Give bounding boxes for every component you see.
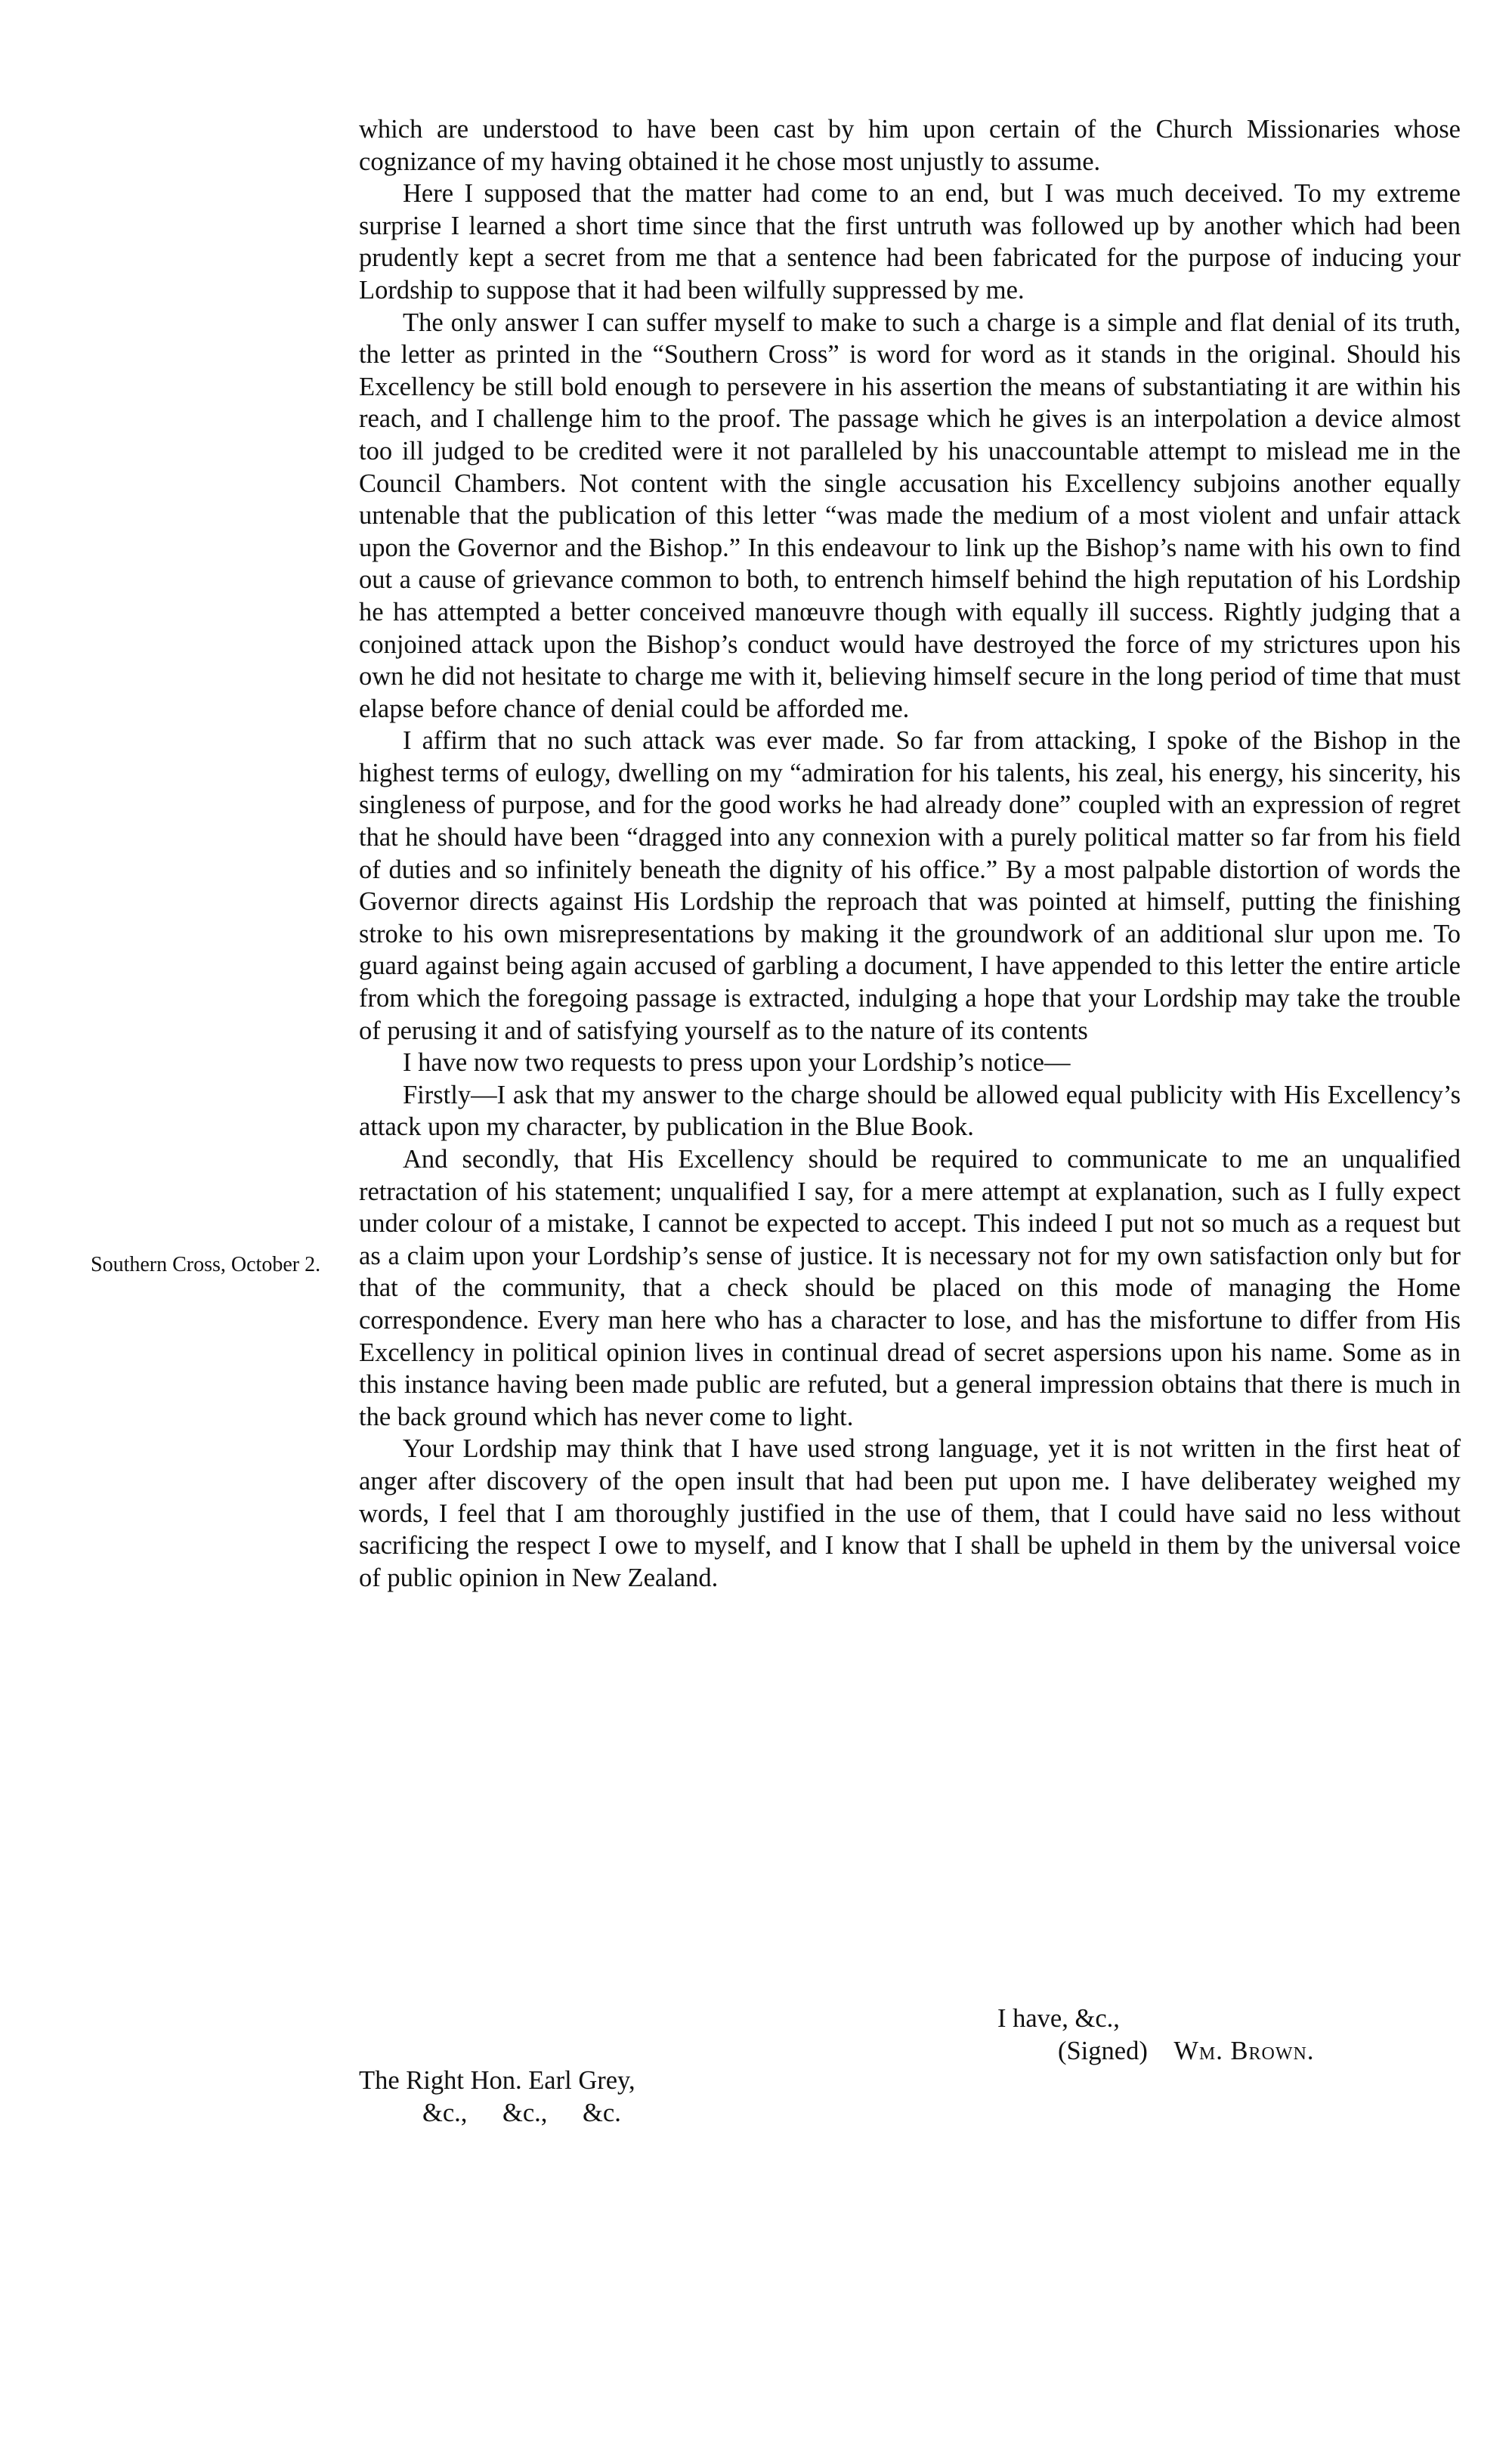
paragraph: And secondly, that His Excellency should be required to communicate to me an unqualified retractation of his statement; unqualified I say, for a mere attempt at explanation, such as I fully expect under colour of a mistake, I cannot be expected to accept. This indeed I put not so much as a request but as a claim upon your Lordship’s sense of justice. It is necessary not for my own satisfaction only but for that of the community, that a check should be placed on this mode of managing the Home correspondence. Every man here who has a character to lose, and has the misfortune to differ from His Excellency in political opinion lives in continual dread of secret aspersions upon his name. Some as in this instance having been made public are refuted, but a general impression obtains that there is much in the back ground which has never come to light. (359, 1145, 1461, 1431)
paragraph: I affirm that no such attack was ever made. So far from attacking, I spoke of the Bishop in the highest terms of eulogy, dwelling on my “admiration for his talents, his zeal, his energy, his sincerity, his singleness of purpose, and for the good works he had already done” coupled with an expression of regret that he should have been “dragged into any connexion with a purely political matter so far from his field of duties and so infinitely beneath the dignity of his office.” By a most palpable distortion of words the Governor directs against His Lordship the reproach that was pointed at himself, putting the finishing stroke to his own misrepresentations by making it the groundwork of an additional slur upon me. To guard against being again accused of garbling a document, I have appended to this letter the entire article from which the foregoing passage is extracted, indulging a hope that your Lordship may take the trouble of perusing it and of satisfying yourself as to the nature of its contents (359, 726, 1461, 1045)
signature: Wm. Brown. (1173, 2036, 1315, 2065)
paragraph-continuation: which are understood to have been cast by him upon certain of the Church Missionaries whose cognizance of my having obtained it he chose most unjustly to assume. (359, 115, 1461, 176)
paragraph: The only answer I can suffer myself to make to such a charge is a simple and flat denial of its truth, the letter as printed in the “Southern Cross” is word for word as it stands in the original. Should his Excellency be still bold enough to persevere in his assertion the means of substantiating it are within his reach, and I challenge him to the proof. The passage which he gives is an interpolation a device almost too ill judged to be credited were it not paralleled by his unaccountable attempt to mislead me in the Council Chambers. Not content with the single accusation his Excellency subjoins another equally untenable that the publication of this letter “was made the medium of a most violent and unfair attack upon the Governor and the Bishop.” In this endeavour to link up the Bishop’s name with his own to find out a cause of grievance common to both, to entrench himself behind the high reputation of his Lordship he has attempted a better conceived manœuvre though with equally ill success. Rightly judging that a conjoined attack upon the Bishop’s conduct would have destroyed the force of my strictures upon his own he did not hesitate to charge me with it, believing himself secure in the long period of time that must elapse before chance of denial could be afforded me. (359, 308, 1461, 723)
addressee-block (359, 2065, 888, 2129)
signed-label: (Signed) (1058, 2036, 1148, 2065)
paragraph: Firstly—I ask that my answer to the charge should be allowed equal publicity with His Excellency’s attack upon my character, by publication in the Blue Book. (359, 1080, 1461, 1142)
addressee-etc: &c., &c., &c. (422, 2098, 621, 2127)
paragraph: Your Lordship may think that I have used strong language, yet it is not written in the first heat of anger after discovery of the open insult that had been put upon me. I have deliberatey weighed my words, I feel that I am thoroughly justified in the use of them, that I could have said no less without sacrificing the respect I owe to myself, and I know that I shall be upheld in them by the universal voice of public opinion in New Zealand. (359, 1434, 1461, 1592)
paragraph: I have now two requests to press upon your Lordship’s notice— (403, 1048, 1071, 1078)
closing-block (997, 2003, 1451, 2067)
signature-line (997, 2035, 1451, 2068)
margin-note: Southern Cross, October 2. (91, 1253, 321, 1276)
addressee-name: The Right Hon. Earl Grey, (359, 2066, 635, 2095)
letter-body (359, 113, 1461, 1594)
closing-salutation: I have, &c., (997, 2004, 1120, 2033)
paragraph: Here I supposed that the matter had come to an end, but I was much deceived. To my extreme surprise I learned a short time since that the first untruth was followed up by another which had been prudently kept a secret from me that a sentence had been fabricated for the purpose of inducing your Lordship to suppose that it had been wilfully suppressed by me. (359, 179, 1461, 305)
